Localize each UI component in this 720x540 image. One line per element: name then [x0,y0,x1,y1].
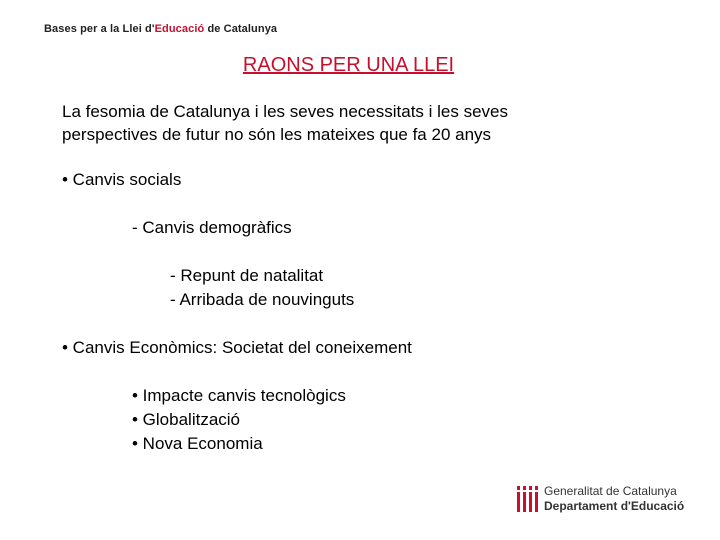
economic-changes-heading: • Canvis Econòmics: Societat del coneixement [62,338,412,357]
logo-line-1: Generalitat de Catalunya [544,484,677,498]
header-suffix: de Catalunya [204,23,278,35]
header-accent: Educació [154,23,205,35]
social-changes-heading: • Canvis socials [62,170,182,189]
demographic-changes-subheading: - Canvis demogràfics [132,218,292,237]
header-prefix: Bases per a la Llei d' [44,23,155,35]
logo-line-2: Departament d'Educació [544,499,685,513]
list-item-newcomers: - Arribada de nouvinguts [170,290,355,309]
list-item-technology: • Impacte canvis tecnològics [132,386,346,405]
presentation-header [44,23,277,35]
logo-text [544,484,684,514]
intro-line-1: La fesomia de Catalunya i les seves necessitats i les seves [62,102,509,121]
slide-title: RAONS PER UNA LLEI [242,54,455,76]
list-item-globalization: • Globalització [132,410,241,429]
generalitat-logo [516,484,684,514]
list-item-natality: - Repunt de natalitat [170,266,324,285]
intro-line-2: perspectives de futur no són les mateixes que fa 20 anys [62,125,492,144]
intro-text [62,100,508,146]
generalitat-stripes-icon [516,486,538,512]
list-item-new-economy: • Nova Economia [132,434,263,453]
